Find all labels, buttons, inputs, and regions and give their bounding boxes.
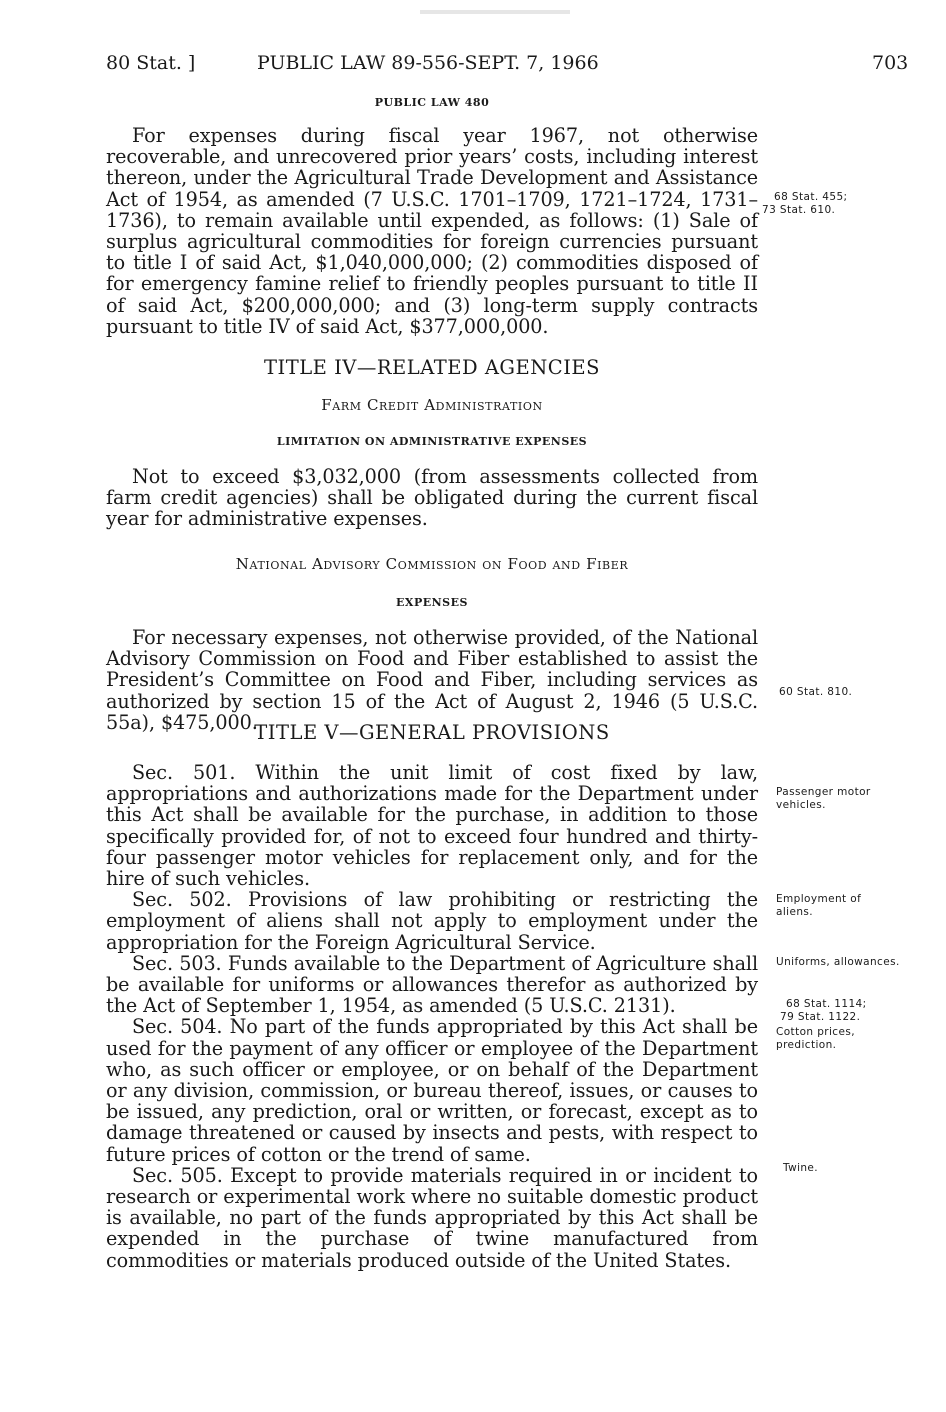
margin-note-stat-610: 73 Stat. 610. (762, 204, 836, 216)
margin-note-stat-1114: 68 Stat. 1114; (786, 998, 867, 1010)
margin-note-stat-810: 60 Stat. 810. (779, 686, 853, 698)
nacff-heading: National Advisory Commission on Food and Fiber (235, 555, 629, 573)
bleed-through-mark (420, 10, 570, 14)
margin-note-stat-1122: 79 Stat. 1122. (780, 1011, 861, 1023)
margin-note-twine: Twine. (783, 1162, 819, 1174)
margin-note-stat-455: 68 Stat. 455; (774, 191, 848, 203)
title-iv-heading: TITLE IV—RELATED AGENCIES (263, 356, 600, 379)
fca-heading: Farm Credit Administration (321, 396, 543, 414)
pl480-text: For expenses during fiscal year 1967, not otherwise recoverable, and unrecovered prior years’ costs, including interest thereon, under the Agricultural Trade Development and Assistance Act of 1954, as amended (7 U.S.C. 1701–1709, 1721–1724, 1731–1736), to remain available until expended, as follows: (1) Sale of surplus agricultural commodities for foreign currencies pursuant to title I of said Act, $1,040,000,000; (2) commodities disposed of for emergency famine relief to friendly peoples pursuant to title II of said Act, $200,000,000; and (3) long-term supply contracts pursuant to title IV of said Act, $377,000,000. (106, 124, 758, 338)
header-page-number: 703 (872, 52, 909, 74)
nacff-paragraph (106, 627, 758, 733)
sec-505: Sec. 505. Except to provide materials required in or incident to research or experimental work where no suitable domestic product is available, no part of the funds appropriated by this Act shall be expended in the purchase of twine manufactured from commodities or materials produced outside of the United States. (106, 1163, 758, 1272)
header-volume: 80 Stat. ] (106, 52, 196, 74)
margin-note-uniforms: Uniforms, allowances. (776, 956, 900, 968)
fca-paragraph (106, 466, 758, 530)
sec-504: Sec. 504. No part of the funds appropriated by this Act shall be used for the payment of any officer or employee of the Department who, as such officer or employee, or on behalf of the Department or any division, commission, or bureau thereof, issues, or causes to be issued, any prediction, oral or written, or forecast, except as to damage threatened or caused by insects and pests, with respect to future prices of cotton or the trend of same. (106, 1015, 758, 1166)
header-law-title: PUBLIC LAW 89-556-SEPT. 7, 1966 (257, 52, 599, 74)
nacff-text: For necessary expenses, not otherwise provided, of the National Advisory Commission on Food and Fiber established to assist the President’s Committee on Food and Fiber, including services as authorized by section 15 of the Act of August 2, 1946 (5 U.S.C. 55a), $475,000. (106, 626, 758, 734)
sec-501: Sec. 501. Within the unit limit of cost fixed by law, appropriations and authorizations made for the Department under this Act shall be available for the purchase, in addition to those specifically provided for, of not to exceed four hundred and thirty-four passenger motor vehicles for replacement only, and for the hire of such vehicles. (106, 761, 758, 891)
title-v-heading: TITLE V—GENERAL PROVISIONS (254, 721, 610, 744)
pl480-paragraph (106, 125, 758, 337)
margin-note-cotton-prices: Cotton prices, prediction. (776, 1026, 855, 1051)
sec-503: Sec. 503. Funds available to the Department of Agriculture shall be available for uniforms or allowances therefor as authorized by the Act of September 1, 1954, as amended (5 U.S.C. 2131). (106, 951, 758, 1018)
pl480-heading: PUBLIC LAW 480 (374, 96, 490, 109)
nacff-subheading: EXPENSES (396, 596, 468, 609)
fca-subheading: LIMITATION ON ADMINISTRATIVE EXPENSES (276, 435, 588, 448)
sec-502: Sec. 502. Provisions of law prohibiting or restricting the employment of aliens shall not apply to employment under the appropriation for the Foreign Agricultural Service. (106, 888, 758, 954)
margin-note-employment-aliens: Employment of aliens. (776, 893, 862, 918)
title-v-body (106, 762, 758, 1271)
fca-text: Not to exceed $3,032,000 (from assessments collected from farm credit agencies) shall be obligated during the current fiscal year for administrative expenses. (106, 465, 758, 531)
margin-note-passenger-vehicles: Passenger motor vehicles. (776, 786, 871, 811)
